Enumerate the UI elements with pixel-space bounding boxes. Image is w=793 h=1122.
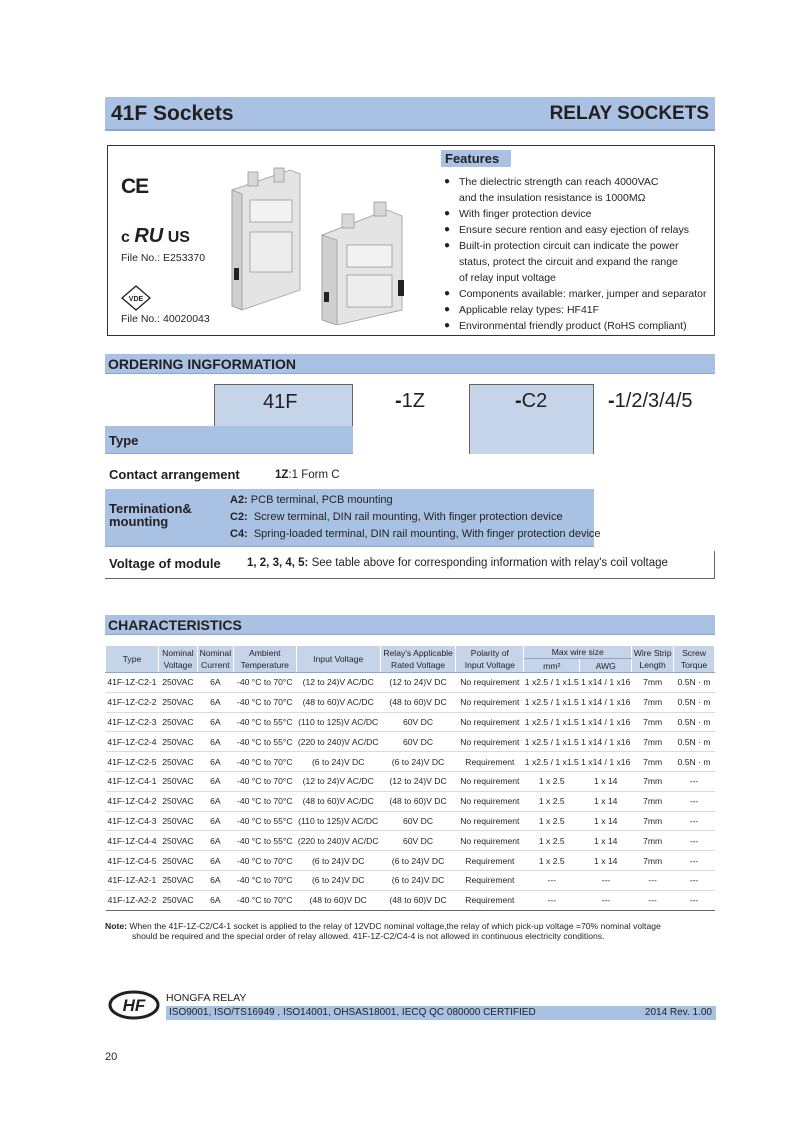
note: Note: When the 41F-1Z-C2/C4-1 socket is applied to the relay of 12VDC nominal voltage,the relay of which pick-up voltage =70% nominal voltage should be required and the special order of relay allowed. 41F-1Z-C2/C4-4 is not allowed in continuous electricity conditions.: [105, 921, 661, 941]
table-cell: 41F-1Z-C4-5: [106, 851, 159, 871]
table-cell: No requirement: [456, 673, 524, 693]
feature-item: status, protect the circuit and expand the range: [459, 256, 678, 268]
table-cell: 250VAC: [158, 771, 197, 791]
table-cell: 250VAC: [158, 791, 197, 811]
table-row: [106, 870, 715, 890]
code-base: 41F: [263, 391, 298, 413]
table-cell: Requirement: [456, 870, 524, 890]
table-cell: ---: [674, 811, 715, 831]
feature-item: ● Applicable relay types: HF41F: [444, 302, 714, 318]
table-cell: (220 to 240)V AC/DC: [296, 732, 380, 752]
table-cell: (6 to 24)V DC: [380, 851, 456, 871]
termination-option: C4: Spring-loaded terminal, DIN rail mounting, With finger protection device: [230, 528, 601, 540]
feature-item: ● The dielectric strength can reach 4000VAC: [444, 174, 714, 190]
table-cell: 1 x14 / 1 x16: [580, 732, 632, 752]
table-cell: -40 °C to 70°C: [233, 752, 296, 772]
table-cell: No requirement: [456, 692, 524, 712]
table-cell: 250VAC: [158, 851, 197, 871]
feature-item: ● Built-in protection circuit can indicate the power: [444, 238, 714, 254]
col-nominal-current: Nominal Current: [197, 646, 233, 673]
table-cell: 250VAC: [158, 692, 197, 712]
table-cell: -40 °C to 70°C: [233, 771, 296, 791]
feature-item: ● With finger protection device: [444, 206, 714, 222]
table-cell: 1 x2.5 / 1 x1.5: [524, 712, 580, 732]
table-cell: 6A: [197, 811, 233, 831]
table-row: [106, 692, 715, 712]
feature-item: ● Environmental friendly product (RoHS compliant): [444, 318, 714, 334]
table-cell: 7mm: [632, 692, 674, 712]
vde-file-number: File No.: 40020043: [121, 313, 210, 325]
table-row: [106, 673, 715, 693]
ul-c: c: [121, 229, 130, 246]
termination-option: A2: PCB terminal, PCB mounting: [230, 494, 393, 506]
table-cell: No requirement: [456, 712, 524, 732]
product-title: 41F Sockets: [111, 102, 234, 125]
table-cell: 250VAC: [158, 752, 197, 772]
table-cell: ---: [674, 791, 715, 811]
table-cell: 7mm: [632, 851, 674, 871]
table-cell: 250VAC: [158, 890, 197, 910]
table-cell: 60V DC: [380, 811, 456, 831]
table-cell: -40 °C to 70°C: [233, 673, 296, 693]
table-cell: (220 to 240)V AC/DC: [296, 831, 380, 851]
col-strip: Wire Strip Length: [632, 646, 674, 673]
category-title: RELAY SOCKETS: [549, 103, 709, 124]
type-row: [105, 426, 353, 454]
feature-item: ● Ensure secure rention and easy ejection of relays: [444, 222, 714, 238]
table-row: [106, 890, 715, 910]
table-cell: 6A: [197, 673, 233, 693]
table-cell: -40 °C to 55°C: [233, 831, 296, 851]
table-cell: 41F-1Z-C4-3: [106, 811, 159, 831]
col-polarity: Polarity of Input Voltage: [456, 646, 524, 673]
table-cell: -40 °C to 70°C: [233, 870, 296, 890]
table-cell: ---: [674, 870, 715, 890]
table-cell: No requirement: [456, 831, 524, 851]
table-cell: 250VAC: [158, 712, 197, 732]
table-cell: (12 to 24)V AC/DC: [296, 673, 380, 693]
table-cell: 1 x 2.5: [524, 811, 580, 831]
table-cell: 0.5N · m: [674, 732, 715, 752]
table-cell: 0.5N · m: [674, 673, 715, 693]
table-cell: (6 to 24)V DC: [380, 870, 456, 890]
table-cell: 41F-1Z-C4-2: [106, 791, 159, 811]
ce-mark: CE: [121, 175, 149, 198]
table-cell: 60V DC: [380, 831, 456, 851]
table-cell: 7mm: [632, 752, 674, 772]
table-cell: 250VAC: [158, 732, 197, 752]
table-row: [106, 791, 715, 811]
table-cell: 6A: [197, 870, 233, 890]
table-cell: ---: [580, 870, 632, 890]
features-heading: Features: [441, 150, 511, 167]
feature-item: of relay input voltage: [459, 272, 556, 284]
table-cell: 1 x14 / 1 x16: [580, 712, 632, 732]
contact-row: [105, 464, 469, 486]
table-cell: (48 to 60)V DC: [296, 890, 380, 910]
voltage-label: Voltage of module: [109, 556, 221, 571]
table-cell: No requirement: [456, 732, 524, 752]
table-cell: 250VAC: [158, 831, 197, 851]
socket-photo: [212, 160, 437, 325]
table-cell: 7mm: [632, 673, 674, 693]
ul-ru-icon: RU: [134, 225, 164, 247]
col-input-voltage: Input Voltage: [296, 646, 380, 673]
table-cell: (48 to 60)V AC/DC: [296, 692, 380, 712]
table-cell: 6A: [197, 771, 233, 791]
table-cell: ---: [674, 851, 715, 871]
table-row: [106, 831, 715, 851]
col-torque: Screw Torque: [674, 646, 715, 673]
table-cell: ---: [674, 771, 715, 791]
ul-mark: [121, 225, 190, 248]
table-cell: ---: [674, 890, 715, 910]
table-cell: -40 °C to 70°C: [233, 851, 296, 871]
table-cell: 41F-1Z-C2-5: [106, 752, 159, 772]
logo-text: HF: [122, 996, 146, 1015]
table-cell: 7mm: [632, 831, 674, 851]
table-cell: 1 x 2.5: [524, 851, 580, 871]
table-cell: 0.5N · m: [674, 712, 715, 732]
certifications: ISO9001, ISO/TS16949 , ISO14001, OHSAS18001, IECQ QC 080000 CERTIFIED: [169, 1007, 536, 1018]
table-cell: -40 °C to 55°C: [233, 712, 296, 732]
contact-label: Contact arrangement: [109, 467, 240, 482]
table-cell: (12 to 24)V DC: [380, 673, 456, 693]
table-cell: 1 x14 / 1 x16: [580, 692, 632, 712]
table-cell: -40 °C to 55°C: [233, 732, 296, 752]
title-bar: [105, 97, 715, 131]
table-cell: (110 to 125)V AC/DC: [296, 811, 380, 831]
hongfa-logo-icon: [108, 990, 160, 1020]
col-type: Type: [106, 646, 159, 673]
table-cell: 1 x 2.5: [524, 771, 580, 791]
table-row: [106, 712, 715, 732]
table-cell: ---: [524, 890, 580, 910]
code-base-block: [214, 384, 353, 426]
table-row: [106, 851, 715, 871]
table-cell: (6 to 24)V DC: [380, 752, 456, 772]
table-cell: (6 to 24)V DC: [296, 870, 380, 890]
table-cell: 7mm: [632, 712, 674, 732]
vde-mark-icon: [121, 285, 151, 316]
table-cell: 250VAC: [158, 673, 197, 693]
table-cell: 1 x14 / 1 x16: [580, 673, 632, 693]
table-cell: 41F-1Z-C2-4: [106, 732, 159, 752]
table-cell: No requirement: [456, 791, 524, 811]
table-cell: 6A: [197, 712, 233, 732]
table-row: [106, 732, 715, 752]
ordering-heading: ORDERING INGFORMATION: [105, 354, 715, 374]
table-cell: 6A: [197, 791, 233, 811]
characteristics-heading: CHARACTERISTICS: [105, 615, 715, 635]
table-cell: Requirement: [456, 851, 524, 871]
table-cell: 6A: [197, 890, 233, 910]
table-cell: 6A: [197, 851, 233, 871]
table-cell: Requirement: [456, 752, 524, 772]
table-cell: 1 x 14: [580, 811, 632, 831]
type-label: Type: [109, 433, 139, 448]
table-cell: (6 to 24)V DC: [296, 752, 380, 772]
ul-us: US: [167, 229, 190, 246]
table-cell: 6A: [197, 732, 233, 752]
col-ambient: Ambient Temperature: [233, 646, 296, 673]
voltage-value: 1, 2, 3, 4, 5: See table above for corresponding information with relay's coil voltage: [247, 557, 668, 569]
table-cell: (48 to 60)V DC: [380, 791, 456, 811]
table-cell: 41F-1Z-A2-2: [106, 890, 159, 910]
table-cell: 1 x14 / 1 x16: [580, 752, 632, 772]
col-nominal-voltage: Nominal Voltage: [158, 646, 197, 673]
table-cell: 1 x 2.5: [524, 791, 580, 811]
table-cell: (12 to 24)V AC/DC: [296, 771, 380, 791]
feature-item: ● Components available: marker, jumper and separator: [444, 286, 714, 302]
table-cell: -40 °C to 55°C: [233, 811, 296, 831]
table-cell: No requirement: [456, 771, 524, 791]
table-cell: 1 x 14: [580, 771, 632, 791]
table-cell: 41F-1Z-A2-1: [106, 870, 159, 890]
table-cell: 60V DC: [380, 712, 456, 732]
ordering-diagram: [105, 384, 715, 580]
table-cell: (48 to 60)V DC: [380, 890, 456, 910]
table-cell: 7mm: [632, 791, 674, 811]
voltage-row: [105, 551, 715, 579]
table-cell: (6 to 24)V DC: [296, 851, 380, 871]
table-cell: 1 x2.5 / 1 x1.5: [524, 673, 580, 693]
termination-option: C2: Screw terminal, DIN rail mounting, With finger protection device: [230, 511, 563, 523]
table-row: [106, 811, 715, 831]
table-cell: (110 to 125)V AC/DC: [296, 712, 380, 732]
table-cell: Requirement: [456, 890, 524, 910]
col-mm2: mm²: [524, 659, 580, 673]
table-cell: 6A: [197, 831, 233, 851]
table-cell: 7mm: [632, 732, 674, 752]
table-cell: ---: [580, 890, 632, 910]
table-cell: 0.5N · m: [674, 692, 715, 712]
table-cell: No requirement: [456, 811, 524, 831]
col-relay-rated: Relay's Applicable Rated Voltage: [380, 646, 456, 673]
code-termination: -C2: [515, 390, 548, 412]
table-cell: 7mm: [632, 771, 674, 791]
company-name: HONGFA RELAY: [166, 992, 247, 1004]
table-cell: 60V DC: [380, 732, 456, 752]
contact-value: 1Z:1 Form C: [275, 469, 340, 481]
table-cell: 7mm: [632, 811, 674, 831]
table-cell: 6A: [197, 692, 233, 712]
table-cell: 1 x 14: [580, 791, 632, 811]
table-cell: 1 x 14: [580, 851, 632, 871]
col-awg: AWG: [580, 659, 632, 673]
table-cell: ---: [674, 831, 715, 851]
table-cell: (48 to 60)V AC/DC: [296, 791, 380, 811]
ul-file-number: File No.: E253370: [121, 252, 206, 264]
characteristics-table: [105, 645, 715, 911]
termination-row: [105, 489, 601, 547]
table-cell: 250VAC: [158, 811, 197, 831]
table-cell: ---: [632, 870, 674, 890]
certification-bar: [166, 1006, 716, 1020]
termination-label: Termination& mounting: [109, 501, 192, 529]
table-cell: ---: [632, 890, 674, 910]
code-voltage: -1/2/3/4/5: [608, 390, 693, 412]
col-max-wire: Max wire size: [524, 646, 632, 659]
table-cell: 1 x 2.5: [524, 831, 580, 851]
table-cell: -40 °C to 70°C: [233, 890, 296, 910]
table-cell: 41F-1Z-C2-2: [106, 692, 159, 712]
table-cell: 1 x2.5 / 1 x1.5: [524, 732, 580, 752]
page-number: 20: [105, 1051, 118, 1063]
table-cell: -40 °C to 70°C: [233, 692, 296, 712]
table-cell: 41F-1Z-C4-4: [106, 831, 159, 851]
code-contact: -1Z: [395, 390, 426, 412]
table-cell: 41F-1Z-C2-1: [106, 673, 159, 693]
table-cell: 1 x 14: [580, 831, 632, 851]
table-cell: -40 °C to 70°C: [233, 791, 296, 811]
revision: 2014 Rev. 1.00: [644, 1007, 712, 1018]
table-cell: (12 to 24)V DC: [380, 771, 456, 791]
table-cell: 41F-1Z-C2-3: [106, 712, 159, 732]
table-cell: 250VAC: [158, 870, 197, 890]
feature-item: and the insulation resistance is 1000MΩ: [459, 192, 646, 204]
table-cell: 0.5N · m: [674, 752, 715, 772]
table-row: [106, 752, 715, 772]
table-cell: ---: [524, 870, 580, 890]
table-cell: 1 x2.5 / 1 x1.5: [524, 752, 580, 772]
feature-list: [444, 174, 714, 334]
table-cell: 1 x2.5 / 1 x1.5: [524, 692, 580, 712]
table-cell: 6A: [197, 752, 233, 772]
table-row: [106, 771, 715, 791]
vde-label: VDE: [128, 296, 144, 303]
table-cell: (48 to 60)V DC: [380, 692, 456, 712]
table-cell: 41F-1Z-C4-1: [106, 771, 159, 791]
termination-options: [230, 492, 601, 543]
